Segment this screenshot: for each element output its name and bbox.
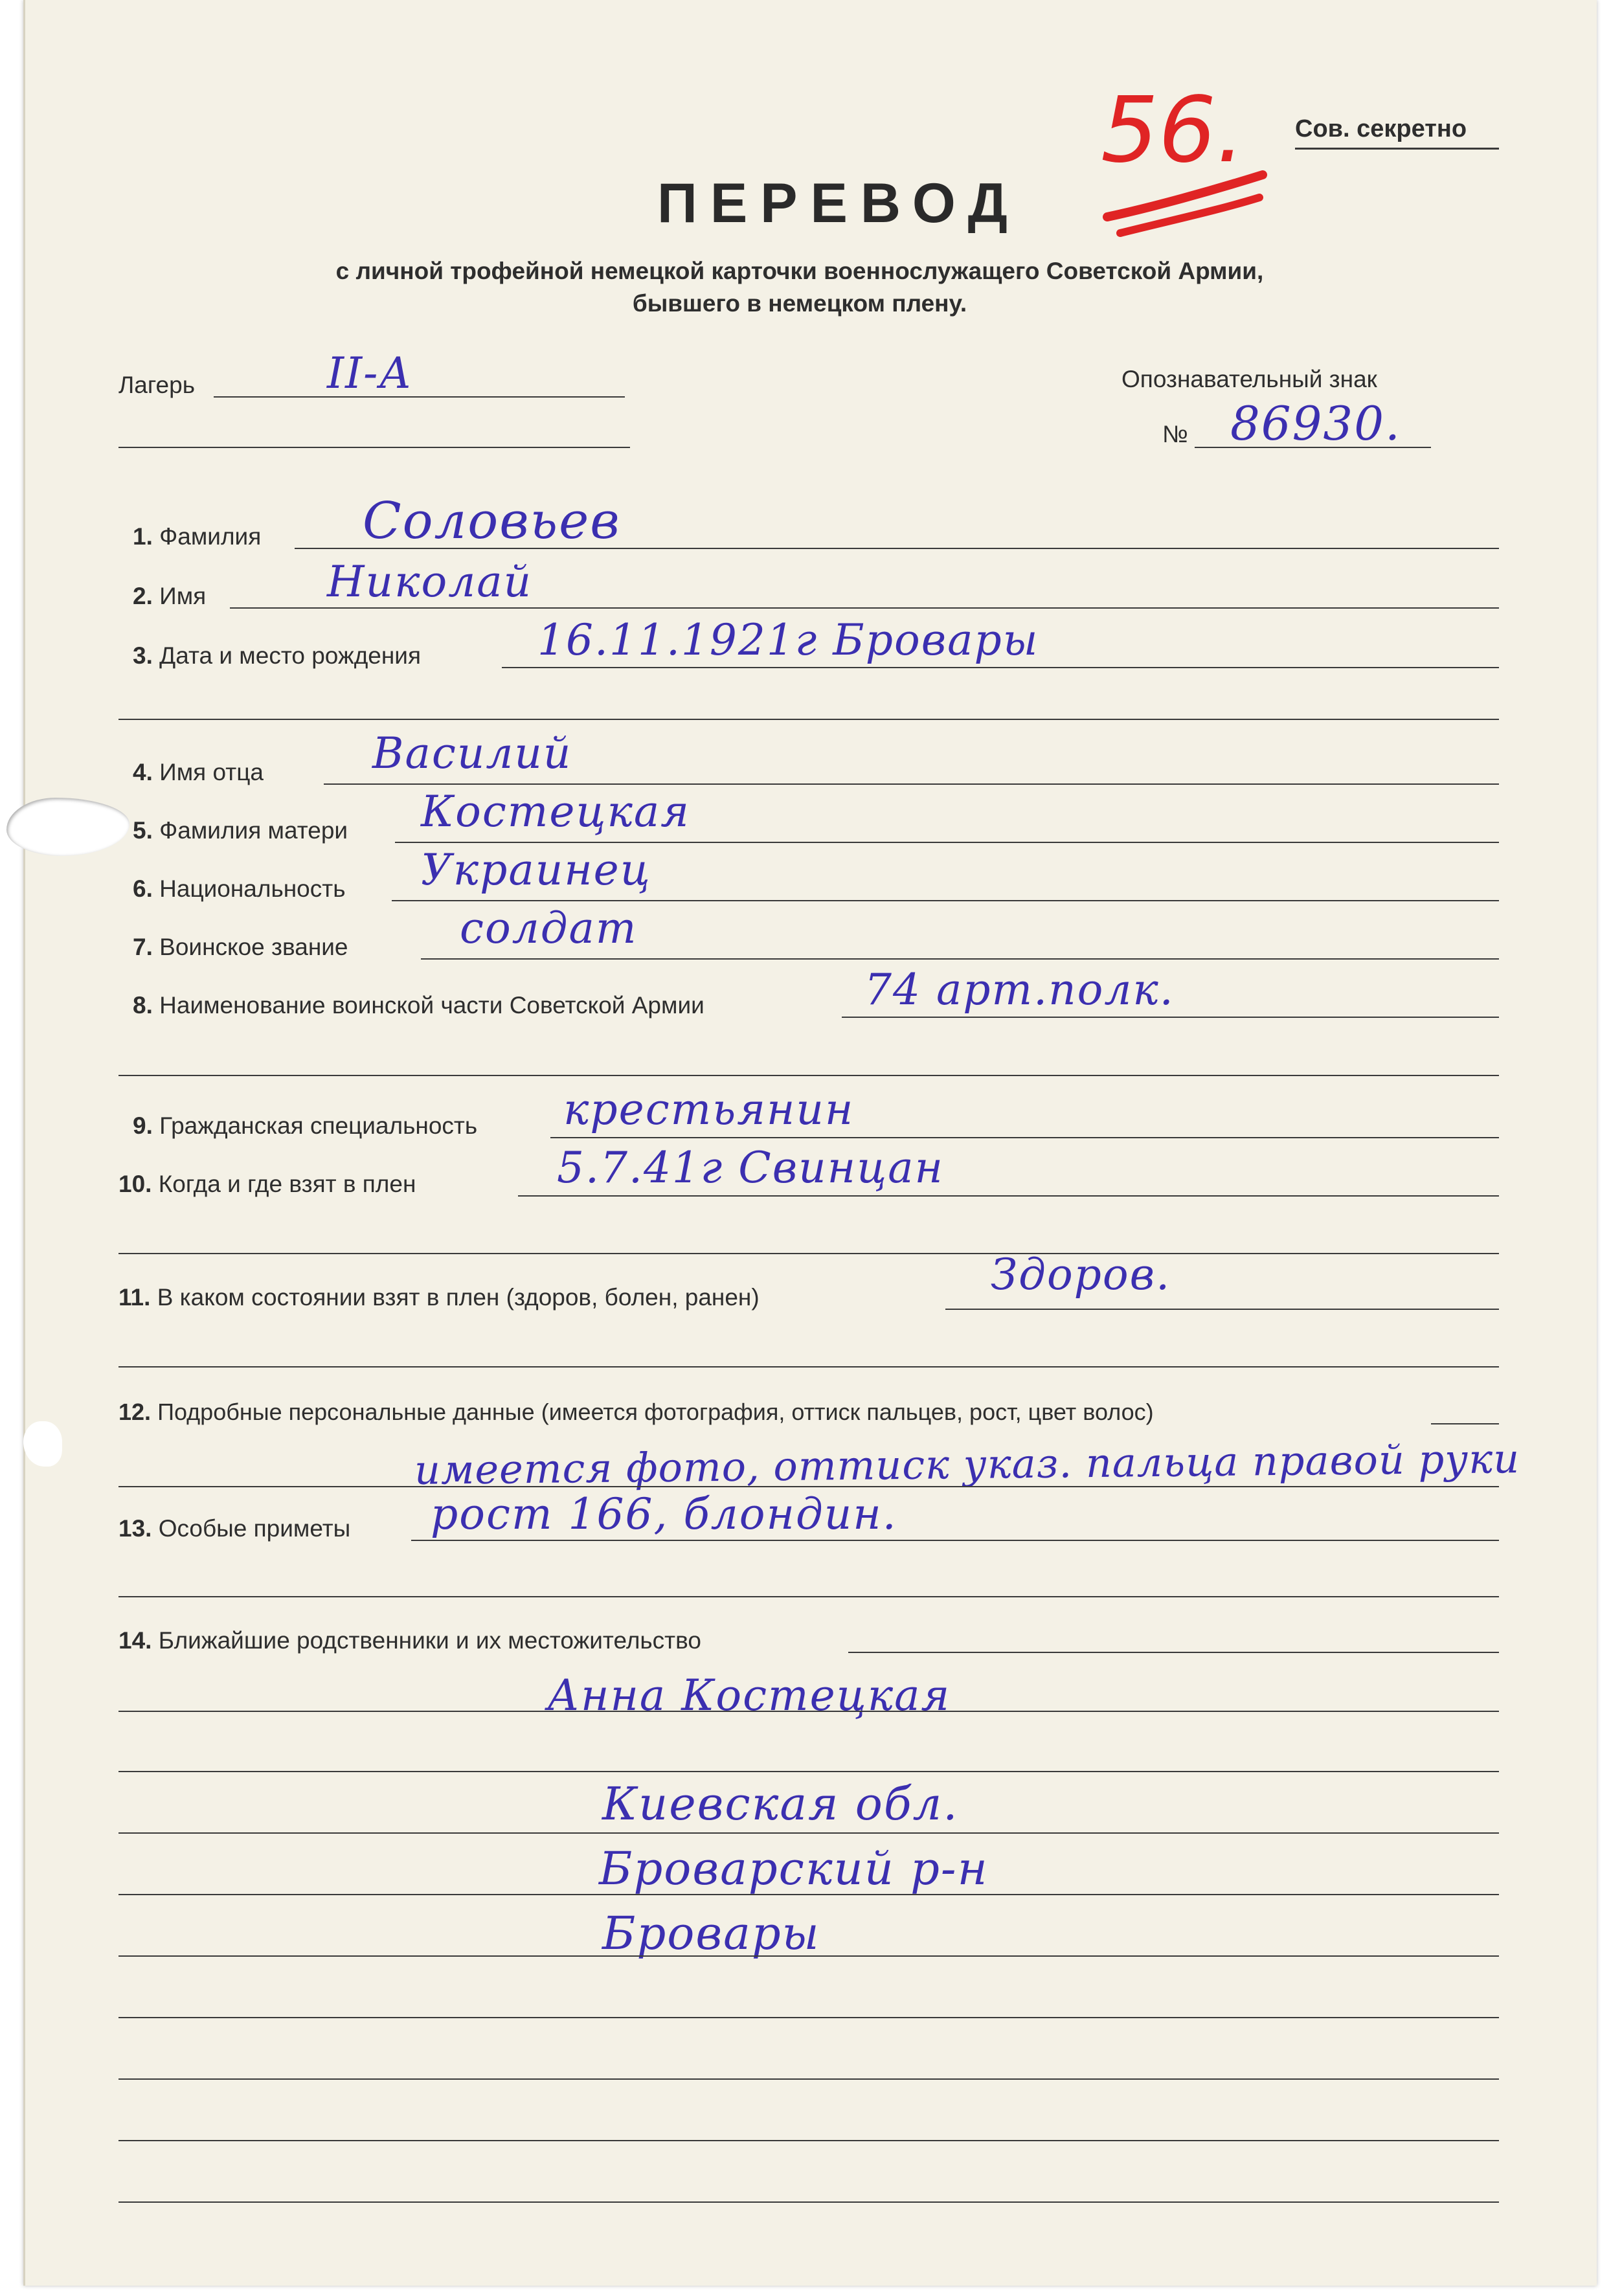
field-11-number: 11. <box>118 1284 151 1311</box>
field-14-line-9 <box>118 2140 1499 2141</box>
field-12-value: имеется фото, оттиск указ. пальца правой руки <box>414 1435 1520 1494</box>
field-6-line <box>392 900 1499 901</box>
field-2-value: Николай <box>327 557 533 607</box>
field-8-text: Наименование воинской части Советской Армии <box>159 992 704 1019</box>
field-2-line <box>230 607 1499 609</box>
field-5-line <box>395 842 1499 843</box>
classification-underline <box>1295 148 1499 150</box>
field-9-label <box>133 1112 477 1140</box>
camp-label: Лагерь <box>118 372 195 398</box>
field-1-text: Фамилия <box>159 523 262 550</box>
page-number-mark: 56. <box>1101 78 1245 183</box>
field-9-number: 9. <box>133 1112 153 1139</box>
field-9-value: крестьянин <box>563 1085 855 1134</box>
document-subtitle-line1: с личной трофейной немецкой карточки военнослужащего Советской Армии, <box>335 258 1264 284</box>
field-4-label <box>133 759 264 786</box>
field-8-label <box>133 992 704 1019</box>
field-12-text: Подробные персональные данные (имеется фотография, оттиск пальцев, рост, цвет волос) <box>157 1399 1154 1425</box>
field-13-line <box>411 1540 1499 1541</box>
field-10-value: 5.7.41г Свинцан <box>557 1143 945 1193</box>
camp-extra-line <box>118 447 630 448</box>
field-13-text: Особые приметы <box>158 1515 351 1542</box>
relative-name: Анна Костецкая <box>547 1671 951 1720</box>
relative-address-line3: Бровары <box>602 1907 820 1960</box>
field-12-label <box>118 1399 1154 1426</box>
field-10-line <box>518 1195 1499 1197</box>
field-11-text: В каком состоянии взят в плен (здоров, болен, ранен) <box>157 1284 760 1311</box>
field-10-label <box>118 1171 416 1198</box>
field-1-value: Соловьев <box>363 492 621 550</box>
field-13-value: рост 166, блондин. <box>431 1489 897 1539</box>
id-number-label: № <box>1162 421 1188 447</box>
field-6-text: Национальность <box>159 875 346 902</box>
field-10-number: 10. <box>118 1171 152 1197</box>
field-7-text: Воинское звание <box>159 934 348 960</box>
field-8-line <box>842 1017 1499 1018</box>
field-2-number: 2. <box>133 583 153 609</box>
field-13-extra-line <box>118 1596 1499 1597</box>
field-6-label <box>133 875 346 903</box>
field-6-number: 6. <box>133 875 153 902</box>
document-subtitle-line2: бывшего в немецком плену. <box>632 290 967 317</box>
field-3-line <box>502 667 1499 668</box>
field-2-label <box>133 583 206 610</box>
field-5-text: Фамилия матери <box>159 817 348 844</box>
field-14-line-4 <box>118 1832 1499 1834</box>
camp-value: II-А <box>327 348 413 398</box>
relative-address-line2: Броварский р-н <box>599 1842 989 1895</box>
field-4-line <box>324 783 1499 785</box>
field-11-label <box>118 1284 760 1311</box>
field-14-line-2 <box>118 1711 1499 1712</box>
field-3-number: 3. <box>133 642 153 669</box>
classification-stamp: Сов. секретно <box>1295 115 1467 142</box>
field-5-value: Костецкая <box>421 787 690 837</box>
field-3-text: Дата и место рождения <box>159 642 421 669</box>
field-11-extra-line <box>118 1366 1499 1367</box>
field-4-text: Имя отца <box>159 759 264 785</box>
field-8-number: 8. <box>133 992 153 1019</box>
field-11-value: Здоров. <box>991 1250 1171 1300</box>
sheet-edge <box>23 0 25 2286</box>
field-13-label <box>118 1515 350 1542</box>
field-14-line <box>848 1652 1499 1653</box>
field-8-extra-line <box>118 1075 1499 1076</box>
document-title: ПЕРЕВОД <box>657 172 1020 234</box>
field-12-number: 12. <box>118 1399 152 1425</box>
field-13-number: 13. <box>118 1515 152 1542</box>
field-6-value: Украинец <box>421 845 651 895</box>
field-10-extra-line <box>118 1253 1499 1254</box>
field-14-line-6 <box>118 1955 1499 1957</box>
field-7-number: 7. <box>133 934 153 960</box>
field-1-number: 1. <box>133 523 153 550</box>
id-number-value: 86930. <box>1230 396 1401 451</box>
field-14-line-10 <box>118 2201 1499 2203</box>
relative-address-line1: Киевская обл. <box>602 1777 959 1830</box>
field-14-line-5 <box>118 1894 1499 1895</box>
field-1-label <box>133 523 261 550</box>
field-4-number: 4. <box>133 759 153 785</box>
field-11-line <box>945 1309 1499 1310</box>
field-12-line <box>118 1486 1499 1487</box>
field-2-text: Имя <box>159 583 207 609</box>
field-5-number: 5. <box>133 817 153 844</box>
field-14-text: Ближайшие родственники и их местожительство <box>158 1627 701 1654</box>
field-14-number: 14. <box>118 1627 152 1654</box>
field-4-value: Василий <box>372 728 572 778</box>
field-8-value: 74 арт.полк. <box>864 965 1175 1015</box>
field-14-line-8 <box>118 2078 1499 2080</box>
field-7-line <box>421 958 1499 960</box>
field-10-text: Когда и где взят в плен <box>158 1171 416 1197</box>
field-14-line-7 <box>118 2017 1499 2018</box>
field-5-label <box>133 817 348 844</box>
field-14-line-3 <box>118 1771 1499 1772</box>
field-12-line-tail <box>1431 1423 1499 1424</box>
field-3-value: 16.11.1921г Бровары <box>537 615 1039 665</box>
field-3-label <box>133 642 421 670</box>
field-7-label <box>133 934 348 961</box>
field-3-extra-line <box>118 719 1499 720</box>
red-underline-strokes <box>1101 155 1269 240</box>
field-9-text: Гражданская специальность <box>159 1112 478 1139</box>
field-7-value: солдат <box>460 903 638 953</box>
camp-underline <box>214 396 625 398</box>
id-tag-label: Опознавательный знак <box>1121 366 1377 392</box>
field-14-label <box>118 1627 701 1654</box>
field-9-line <box>550 1137 1499 1138</box>
